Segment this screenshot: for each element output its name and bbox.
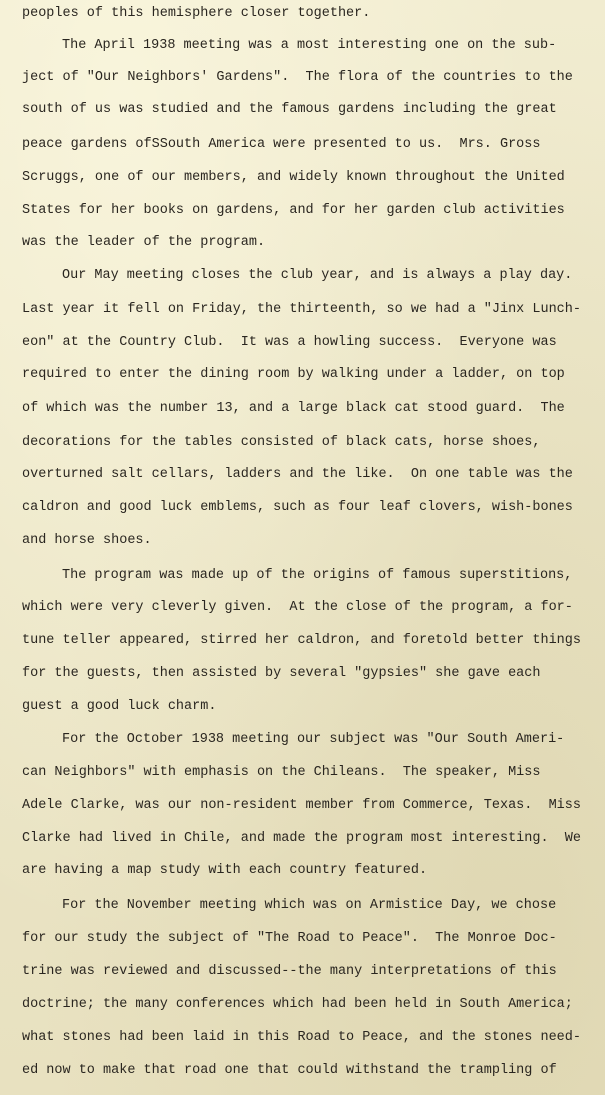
- text-line: Clarke had lived in Chile, and made the program most interesting. We: [22, 831, 581, 846]
- text-line: which were very cleverly given. At the close of the program, a for-: [22, 600, 573, 615]
- text-line: for our study the subject of "The Road to Peace". The Monroe Doc-: [22, 931, 557, 946]
- text-line: required to enter the dining room by walking under a ladder, on top: [22, 367, 565, 382]
- text-line: guest a good luck charm.: [22, 699, 217, 714]
- text-line: eon" at the Country Club. It was a howling success. Everyone was: [22, 335, 557, 350]
- text-line: what stones had been laid in this Road to Peace, and the stones need-: [22, 1030, 581, 1045]
- text-line: The April 1938 meeting was a most interesting one on the sub-: [62, 38, 557, 53]
- text-line: ject of "Our Neighbors' Gardens". The flora of the countries to the: [22, 70, 573, 85]
- text-line: peoples of this hemisphere closer together.: [22, 6, 371, 21]
- text-line: south of us was studied and the famous gardens including the great: [22, 102, 557, 117]
- text-line: decorations for the tables consisted of black cats, horse shoes,: [22, 435, 541, 450]
- text-line: can Neighbors" with emphasis on the Chileans. The speaker, Miss: [22, 765, 541, 780]
- text-line: for the guests, then assisted by several "gypsies" she gave each: [22, 666, 541, 681]
- text-line: The program was made up of the origins of famous superstitions,: [62, 568, 573, 583]
- text-line: States for her books on gardens, and for her garden club activities: [22, 203, 565, 218]
- text-line: For the November meeting which was on Armistice Day, we chose: [62, 898, 557, 913]
- text-line: doctrine; the many conferences which had been held in South America;: [22, 997, 573, 1012]
- text-line: are having a map study with each country featured.: [22, 863, 428, 878]
- text-line: was the leader of the program.: [22, 235, 266, 250]
- text-line: peace gardens ofSSouth America were presented to us. Mrs. Gross: [22, 137, 541, 152]
- text-line: overturned salt cellars, ladders and the like. On one table was the: [22, 467, 573, 482]
- text-line: and horse shoes.: [22, 533, 152, 548]
- text-line: Our May meeting closes the club year, and is always a play day.: [62, 268, 573, 283]
- text-line: trine was reviewed and discussed--the many interpretations of this: [22, 964, 557, 979]
- text-line: For the October 1938 meeting our subject was "Our South Ameri-: [62, 732, 565, 747]
- text-line: Scruggs, one of our members, and widely known throughout the United: [22, 170, 565, 185]
- text-line: Last year it fell on Friday, the thirteenth, so we had a "Jinx Lunch-: [22, 302, 581, 317]
- text-line: ed now to make that road one that could withstand the trampling of: [22, 1063, 557, 1078]
- text-line: caldron and good luck emblems, such as four leaf clovers, wish-bones: [22, 500, 573, 515]
- text-line: Adele Clarke, was our non-resident member from Commerce, Texas. Miss: [22, 798, 581, 813]
- text-line: tune teller appeared, stirred her caldron, and foretold better things: [22, 633, 581, 648]
- text-line: of which was the number 13, and a large black cat stood guard. The: [22, 401, 565, 416]
